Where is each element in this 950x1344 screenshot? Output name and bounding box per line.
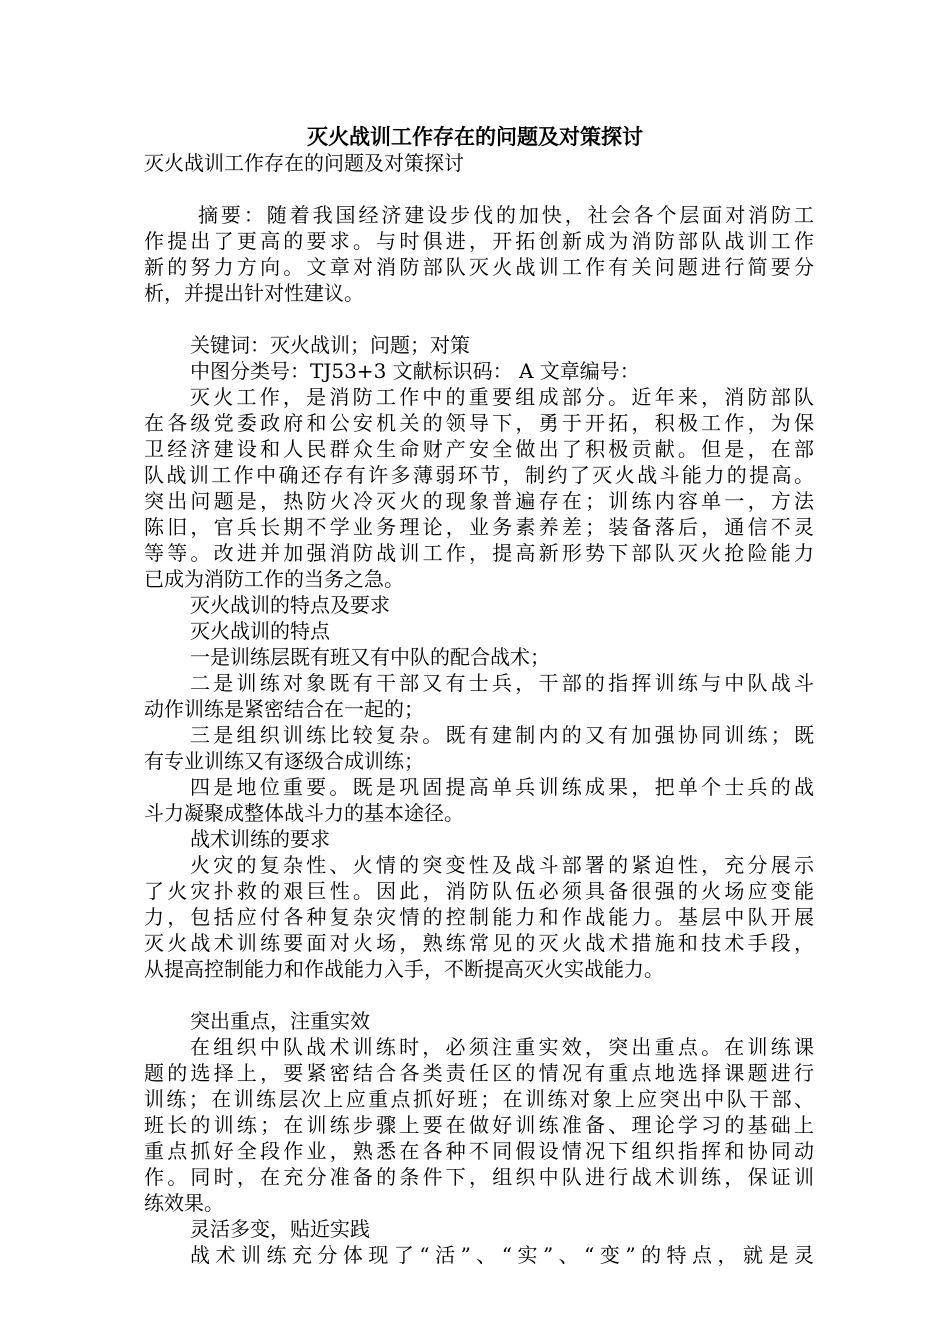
requirement-line: 火灾的复杂性、火情的突变性及战斗部署的紧迫性，充分展示 (190, 853, 814, 877)
intro-line: 等等。改进并加强消防战训工作，提高新形势下部队灭火抢险能力 (144, 541, 814, 565)
document-body (144, 150, 814, 1268)
focus-line: 作。同时，在充分准备的条件下，组织中队进行战术训练，保证训 (144, 1165, 814, 1189)
classification-line: 中图分类号：TJ53+3 文献标识码： A 文章编号： (190, 359, 640, 383)
abstract-line: 析，并提出针对性建议。 (144, 281, 364, 305)
requirement-line: 从提高控制能力和作战能力入手，不断提高灭火实战能力。 (144, 957, 664, 981)
intro-line: 已成为消防工作的当务之急。 (144, 567, 404, 591)
features-list (144, 644, 814, 826)
abstract-line: 摘要：随着我国经济建设步伐的加快，社会各个层面对消防工 (198, 203, 814, 227)
intro-line: 陈旧，官兵长期不学业务理论，业务素养差；装备落后，通信不灵 (144, 515, 814, 539)
intro-line: 卫经济建设和人民群众生命财产安全做出了积极贡献。但是，在部 (144, 437, 814, 461)
paragraph-line: 战术训练充分体现了“活”、“实”、“变”的特点，就是灵 (190, 1243, 814, 1267)
feature-item: 三是组织训练比较复杂。既有建制内的又有加强协同训练；既 (190, 723, 814, 747)
requirement-line: 了火灾扑救的艰巨性。因此，消防队伍必须具备很强的火场应变能 (144, 879, 814, 903)
requirements-paragraph (144, 852, 814, 982)
focus-line: 题的选择上，要紧密结合各类责任区的情况有重点地选择课题进行 (144, 1061, 814, 1085)
document-subtitle: 灭火战训工作存在的问题及对策探讨 (144, 151, 464, 175)
section-heading: 灭火战训的特点及要求 (190, 593, 390, 617)
blank-line (144, 306, 814, 332)
intro-line: 突出问题是，热防火冷灭火的现象普遍存在；训练内容单一，方法 (144, 489, 814, 513)
intro-line: 队战训工作中确还存有许多薄弱环节，制约了灭火战斗能力的提高。 (144, 463, 814, 487)
section-heading: 灵活多变，贴近实践 (190, 1217, 370, 1241)
feature-item: 二是训练对象既有干部又有士兵，干部的指挥训练与中队战斗 (190, 671, 814, 695)
focus-line: 练效果。 (144, 1191, 224, 1215)
abstract-paragraph (144, 202, 814, 306)
focus-line: 重点抓好全段作业，熟悉在各种不同假设情况下组织指挥和协同动 (144, 1139, 814, 1163)
feature-item: 一是训练层既有班又有中队的配合战术； (190, 645, 550, 669)
feature-item-continuation: 动作训练是紧密结合在一起的； (144, 697, 424, 721)
subsection-heading: 战术训练的要求 (190, 827, 330, 851)
intro-line: 在各级党委政府和公安机关的领导下，勇于开拓，积极工作，为保 (144, 411, 814, 435)
focus-line: 班长的训练；在训练步骤上要在做好训练准备、理论学习的基础上 (144, 1113, 814, 1137)
document-title: 灭火战训工作存在的问题及对策探讨 (307, 124, 643, 149)
requirement-line: 灭火战术训练要面对火场，熟练常见的灭火战术措施和技术手段， (144, 931, 814, 955)
feature-item-continuation: 有专业训练又有逐级合成训练； (144, 749, 424, 773)
requirement-line: 力，包括应付各种复杂灾情的控制能力和作战能力。基层中队开展 (144, 905, 814, 929)
section-heading: 突出重点，注重实效 (190, 1009, 370, 1033)
blank-line (144, 176, 814, 202)
focus-paragraph (144, 1034, 814, 1216)
abstract-line: 作提出了更高的要求。与时俱进，开拓创新成为消防部队战训工作 (144, 229, 814, 253)
intro-line: 灭火工作，是消防工作中的重要组成部分。近年来，消防部队 (190, 385, 814, 409)
subsection-heading: 灭火战训的特点 (190, 619, 330, 643)
focus-line: 训练；在训练层次上应重点抓好班；在训练对象上应突出中队干部、 (144, 1087, 814, 1111)
focus-line: 在组织中队战术训练时，必须注重实效，突出重点。在训练课 (190, 1035, 814, 1059)
abstract-line: 新的努力方向。文章对消防部队灭火战训工作有关问题进行简要分 (144, 255, 814, 279)
intro-paragraph (144, 384, 814, 592)
feature-item-continuation: 斗力凝聚成整体战斗力的基本途径。 (144, 801, 464, 825)
keywords-line: 关键词：灭火战训；问题；对策 (190, 333, 470, 357)
feature-item: 四是地位重要。既是巩固提高单兵训练成果，把单个士兵的战 (190, 775, 814, 799)
blank-line (144, 982, 814, 1008)
